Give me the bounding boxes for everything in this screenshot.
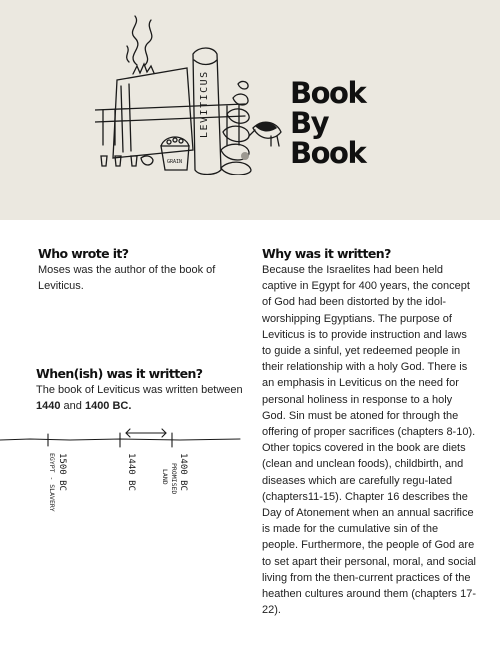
why-body: Because the Israelites had been held captive in Egypt for 400 years, the concept of God had been distorted by the idol-worshipping Egyptians. The purpose of Leviticus is to provide instruction and laws to guide a sinful, yet redeemed people in their relationship with a holy God. There is an emphasis in Leviticus on the need for personal holiness in response to a holy God. Sin must be atoned for through the offering of proper sacrifices (chapters 8-10). Other topics covered in the book are diets (clean and unclean foods), childbirth, and diseases which are carefully regu-lated (chapters11-15). Chapter 16 describes the Day of Atonement when an annual sacrifice is made for the cumulative sin of the people. Furthermore, the people of God are to set apart their personal, moral, and social living from the then-current practices of the heathen cultures around them (chapters 17-22). <box>262 264 477 617</box>
basket-label: GRAIN <box>167 159 183 165</box>
timeline-label-1400: 1400 BC <box>178 453 188 491</box>
page-title <box>290 78 365 168</box>
date-start: 1440 <box>36 400 61 413</box>
title-line-3: Book <box>290 136 366 170</box>
timeline-label-1500: 1500 BC <box>57 453 67 491</box>
timeline-sketch <box>0 425 260 525</box>
why-heading: Why was it written? <box>262 246 391 261</box>
title-line-2: By <box>290 106 329 140</box>
when-heading: When(ish) was it written? <box>36 366 203 381</box>
timeline-label-promised: PROMISED <box>170 463 178 495</box>
when-written-section <box>36 366 251 414</box>
header-banner <box>0 0 500 220</box>
when-body-prefix: The book of Leviticus was written between <box>36 384 243 396</box>
timeline-label-egypt: EGYPT - SLAVERY <box>48 453 56 512</box>
date-end: 1400 BC. <box>84 400 132 413</box>
timeline-label-land: LAND <box>161 469 169 485</box>
why-written-section <box>262 246 477 618</box>
when-body-mid: and <box>60 400 85 413</box>
who-heading: Who wrote it? <box>38 246 129 261</box>
title-line-1: Book <box>290 76 366 110</box>
timeline-label-1440: 1440 BC <box>126 453 136 491</box>
who-wrote-section <box>38 246 253 294</box>
who-body: Moses was the author of the book of Leviticus. <box>38 264 216 293</box>
when-body <box>36 382 251 414</box>
book-spine-label: LEVITICUS <box>199 70 210 138</box>
leviticus-illustration <box>95 10 285 175</box>
